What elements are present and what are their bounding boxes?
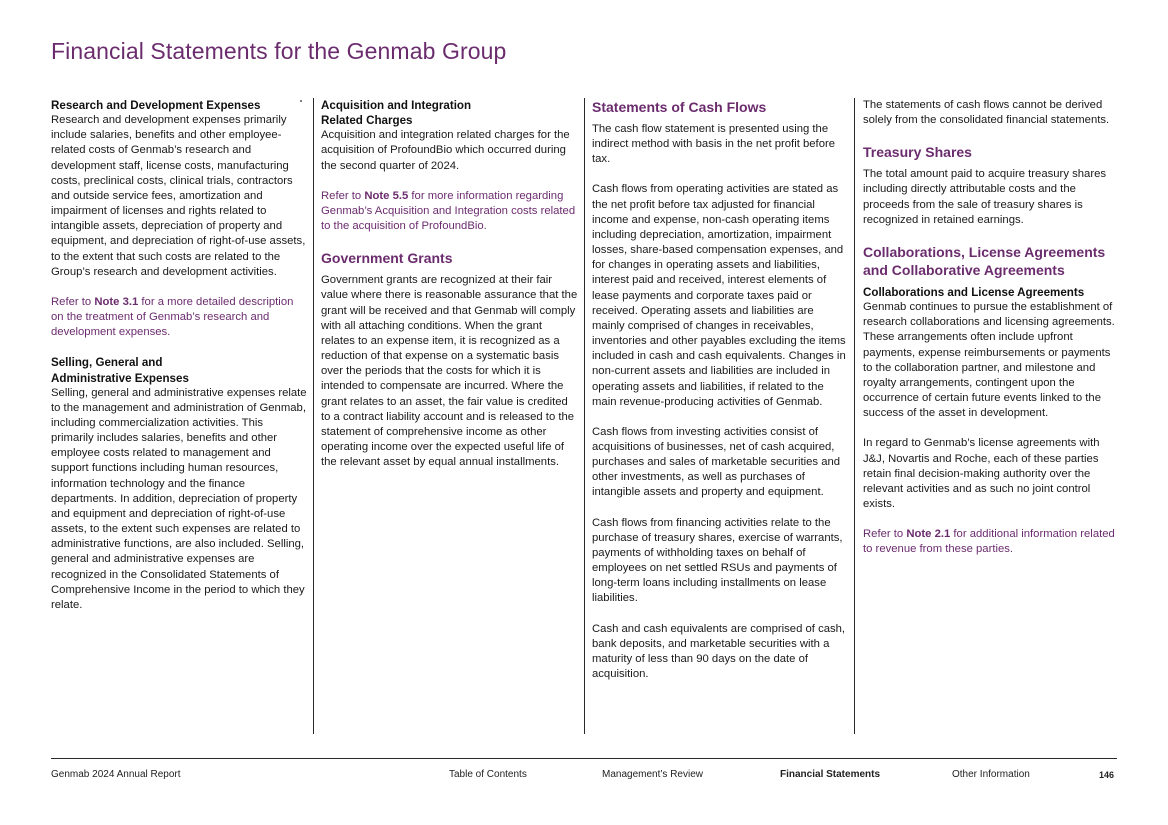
aic-heading xyxy=(321,98,578,128)
cash-flows-paragraph-1: The cash flow statement is presented using the indirect method with basis in the net profit before tax. xyxy=(592,123,836,166)
collaborations-paragraph-1: Genmab continues to pursue the establishment of research collaborations and licensing agreements. These arrangements often include upfront payments, expense reimbursements or payments to the collaboration partner, and milestone and royalty arrangements, contingent upon the occurrence of certain future events linked to the success of the asset in development. xyxy=(863,301,1115,420)
nav-table-of-contents[interactable]: Table of Contents xyxy=(449,769,527,780)
collab-note-reference xyxy=(863,527,1120,557)
sga-heading-line-2: Administrative Expenses xyxy=(51,371,189,385)
ref-suffix: for a more detailed description on the treatment of Genmab’s research and development expenses. xyxy=(51,295,294,339)
column-divider xyxy=(313,98,314,734)
cash-flows-paragraph-3: Cash flows from investing activities consist of acquisitions of businesses, net of cash acquired, purchases and sales of marketable securities and other investments, as well as purchases of intangible assets and property and equipment. xyxy=(592,425,841,499)
cash-flows-paragraph-5: Cash and cash equivalents are comprised of cash, bank deposits, and marketable securities with a maturity of less than 90 days on the date of acquisition. xyxy=(592,622,846,680)
grants-text: Government grants are recognized at their fair value where there is reasonable assurance that the grant will be received and that Genmab will comply with all attaching conditions. When the grant relates to an expense item, it is recognized as a reduction of that expense on a systematic basis over the periods that the costs for which it is intended to compensate are incurred. Where the grant relates to an asset, the fair value is credited to a contract liability account and is released to the statement of comprehensive income as other operating income over the expected useful life of the relevant asset by equal annual installments. xyxy=(321,274,578,469)
collaborations-subheading: Collaborations and License Agreements xyxy=(863,285,1085,299)
footer-divider xyxy=(51,758,1117,759)
column-divider xyxy=(584,98,585,734)
column-1 xyxy=(51,98,308,628)
grants-heading: Government Grants xyxy=(321,250,453,267)
collaborations-paragraph-2: In regard to Genmab’s license agreements with J&J, Novartis and Roche, each of these parties retain final decision-making authority over the relevant activities and as such no joint control exists. xyxy=(863,437,1100,510)
rd-note-reference xyxy=(51,295,308,340)
rd-text: Research and development expenses primarily include salaries, benefits and other employee-related costs of Genmab’s research and development staff, license costs, manufacturing costs, preclinical costs, clinical trials, contractors and outside service fees, amortization and impairment of licenses and rights related to intangible assets, depreciation of property and equipment, and depreciation of right-of-use assets, to the extent that such costs are related to the Group’s research and development activities. xyxy=(51,114,306,278)
treasury-shares-heading: Treasury Shares xyxy=(863,144,972,161)
note-3-1-link[interactable]: Note 3.1 xyxy=(94,295,139,308)
column-4 xyxy=(863,98,1120,572)
nav-financial-statements[interactable]: Financial Statements xyxy=(780,769,881,780)
footer-report-name: Genmab 2024 Annual Report xyxy=(51,769,181,780)
note-2-1-link[interactable]: Note 2.1 xyxy=(906,528,951,541)
aic-heading-line-2: Related Charges xyxy=(321,114,413,128)
column-3 xyxy=(592,98,847,697)
cash-flows-continued: The statements of cash flows cannot be derived solely from the consolidated financial statements. xyxy=(863,99,1110,127)
aic-text: Acquisition and integration related charges for the acquisition of ProfoundBio which occurred during the second quarter of 2024. xyxy=(321,129,570,172)
collaborations-heading: Collaborations, License Agreements and Collaborative Agreements xyxy=(863,243,1106,278)
treasury-shares-text: The total amount paid to acquire treasury shares including directly attributable costs and the proceeds from the sale of treasury shares is recognized in retained earnings. xyxy=(863,168,1107,226)
cash-flows-paragraph-4: Cash flows from financing activities relate to the purchase of treasury shares, exercise of warrants, payments of withholding taxes on behalf of employees on net settled RSUs and payments of long-term loans including installments on lease liabilities. xyxy=(592,516,843,605)
ref-suffix: for more information regarding Genmab’s Acquisition and Integration costs related to the acquisition of ProfoundBio. xyxy=(321,189,576,233)
column-divider xyxy=(854,98,855,734)
sga-text: Selling, general and administrative expenses relate to the management and administration of Genmab, including commercialization activities. This primarily includes salaries, benefits and other employee costs related to management and support functions including human resources, information technology and the finance departments. In addition, depreciation of property and equipment and depreciation of right-of-use assets, to the extent such expenses are related to administrative functions, are also included. Selling, general and administrative expenses are recognized in the Consolidated Statements of Comprehensive Income in the period to which they relate. xyxy=(51,386,307,611)
ref-prefix: Refer to xyxy=(51,295,95,308)
nav-managements-review[interactable]: Management’s Review xyxy=(602,769,703,780)
rd-heading: Research and Development Expenses xyxy=(51,99,261,112)
cash-flows-paragraph-2: Cash flows from operating activities are stated as the net profit before tax adjusted for financial income and expense, non-cash operating items including depreciation, amortization, impairment losses, share-based compensation expenses, and for changes in operating assets and liabilities, interest paid and received, interest elements of lease payments and corporate taxes paid or received. Operating assets and liabilities are mainly comprised of changes in receivables, inventories and other payables excluding the items included in cash and cash equivalents. Changes in non-current assets and liabilities are included in operating assets and liabilities, if related to the main revenue-producing activities of Genmab. xyxy=(592,183,846,408)
sga-heading-line-1: Selling, General and xyxy=(51,356,163,370)
column-2 xyxy=(321,98,578,485)
ref-prefix: Refer to xyxy=(863,528,907,541)
ref-prefix: Refer to xyxy=(321,189,365,202)
page-number: 146 xyxy=(1099,770,1115,780)
page-title: Financial Statements for the Genmab Group xyxy=(51,38,507,64)
ref-suffix: for additional information related to revenue from these parties. xyxy=(863,528,1115,556)
cash-flows-heading: Statements of Cash Flows xyxy=(592,99,767,115)
aic-note-reference xyxy=(321,189,578,234)
note-5-5-link[interactable]: Note 5.5 xyxy=(364,189,409,202)
nav-other-information[interactable]: Other Information xyxy=(952,769,1030,780)
aic-heading-line-1: Acquisition and Integration xyxy=(321,99,472,112)
sga-heading xyxy=(51,355,308,385)
